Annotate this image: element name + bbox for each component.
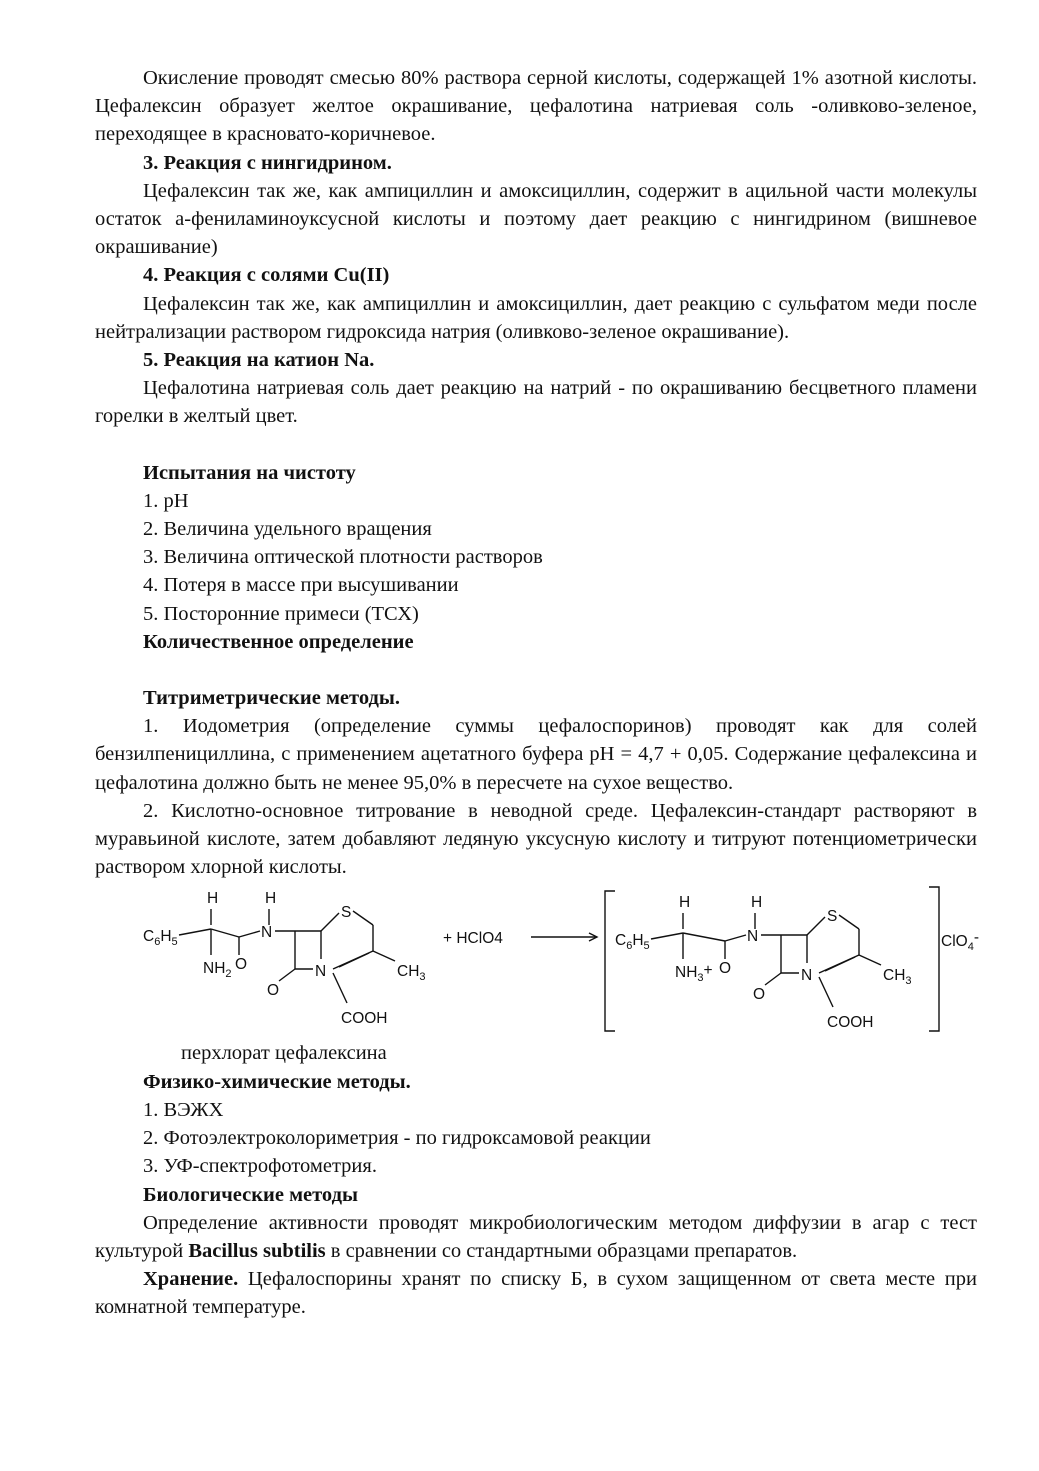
purity-item: 4. Потеря в массе при высушивании: [143, 574, 459, 597]
atom-label-s: S: [341, 904, 352, 922]
purity-item: 3. Величина оптической плотности растворов: [143, 546, 543, 569]
left-bracket: [605, 891, 615, 1031]
ammonium-label: NH: [675, 964, 698, 982]
sodium-paragraph: Цефалотина натриевая соль дает реакцию на натрий - по окрашиванию бесцветного пламени горелки в желтый цвет.: [95, 377, 977, 428]
svg-text:CH3: $CH_3$: [397, 963, 426, 984]
acid-base-paragraph: 2. Кислотно-основное титрование в неводной среде. Цефалексин-стандарт растворяют в муравьиной кислоте, затем добавляют ледяную уксусную кислоту и титруют потенциометрически раствором хлорной кислоты.: [95, 799, 977, 879]
biological-heading: Биологические методы: [143, 1183, 358, 1206]
atom-label-o: O: [235, 956, 248, 974]
svg-text:C6H5: $C_6H_5$: [615, 932, 650, 953]
svg-text:CH3: $CH_3$: [883, 967, 912, 988]
purity-heading: Испытания на чистоту: [143, 461, 356, 484]
purity-item: 1. pH: [143, 489, 189, 512]
reagent-label: + HClO4: [443, 930, 503, 948]
carboxyl-label: COOH: [827, 1014, 874, 1032]
atom-label-h: H: [751, 894, 763, 912]
right-bracket: [929, 887, 939, 1031]
storage-paragraph: [95, 1265, 977, 1321]
atom-label-n: N: [747, 928, 759, 946]
reaction-scheme: [95, 881, 977, 1039]
purity-item: 2. Величина удельного вращения: [143, 518, 432, 541]
atom-label-o: O: [267, 982, 280, 1000]
svg-text:C6H5: $C_6H_5$: [143, 928, 178, 949]
oxidation-paragraph: Окисление проводят смесью 80% раствора серной кислоты, содержащей 1% азотной кислоты. Цефалексин образует желтое окрашивание, цефалотина натриевая соль -оливково-зеленое, переходящее в красновато-коричневое.: [95, 67, 977, 146]
purity-item: 5. Посторонние примеси (ТСХ): [143, 602, 419, 625]
storage-label: Хранение.: [143, 1268, 239, 1291]
svg-text:NH3+: $NH_3+$: [675, 962, 713, 985]
physchem-item: 1. ВЭЖХ: [143, 1098, 224, 1121]
amine-label: NH: [203, 960, 226, 978]
copper-paragraph: Цефалексин так же, как ампициллин и амоксициллин, дает реакцию с сульфатом меди после нейтрализации раствором гидроксида натрия (оливково-зеленое окрашивание).: [95, 292, 977, 343]
methyl-label: CH: [883, 967, 906, 985]
svg-text:ClO4-: ClO$_4$-: [941, 929, 979, 954]
cefalexin-structure: [143, 890, 426, 1027]
atom-label-o: O: [719, 960, 732, 978]
heading-ninhydrin: 3. Реакция с нингидрином.: [143, 151, 392, 174]
methyl-label: CH: [397, 963, 420, 981]
heading-copper: 4. Реакция с солями Cu(II): [143, 264, 390, 287]
atom-label-n: N: [315, 963, 327, 981]
physchem-item: 2. Фотоэлектроколориметрия - по гидроксамовой реакции: [143, 1127, 651, 1150]
atom-label-h: H: [265, 890, 277, 908]
biological-paragraph: [95, 1209, 977, 1265]
reaction-diagram: [95, 881, 977, 1039]
atom-label-s: S: [827, 908, 838, 926]
physchem-heading: Физико-химические методы.: [143, 1070, 411, 1093]
biological-text: в сравнении со стандартными образцами препаратов.: [325, 1239, 798, 1262]
carboxyl-label: COOH: [341, 1010, 388, 1028]
atom-label-h: H: [679, 894, 691, 912]
titrimetric-heading: Титриметрические методы.: [143, 687, 400, 710]
reaction-caption: перхлорат цефалексина: [181, 1042, 387, 1065]
svg-text:NH2: $NH_2$: [203, 960, 232, 981]
atom-label-c: C: [615, 932, 627, 950]
organism-name: Bacillus subtilis: [188, 1239, 326, 1262]
iodometry-paragraph: 1. Иодометрия (определение суммы цефалоспоринов) проводят как для солей бензилпенициллина, с применением ацетатного буфера pH = 4,7 + 0,05. Содержание цефалексина и цефалотина должно быть не менее 95,0% в пересчете на сухое вещество.: [95, 715, 977, 794]
heading-sodium: 5. Реакция на катион Na.: [143, 349, 375, 372]
atom-label-h: H: [207, 890, 219, 908]
ninhydrin-paragraph: Цефалексин так же, как ампициллин и амоксициллин, содержит в ацильной части молекулы остаток а-фениламиноуксусной кислоты и поэтому дает реакцию с нингидрином (вишневое окрашивание): [95, 179, 977, 259]
atom-label-n: N: [801, 967, 813, 985]
atom-label-c: C: [143, 928, 155, 946]
atom-label-n: N: [261, 924, 273, 942]
storage-text: Цефалоспорины хранят по списку Б, в сухом защищенном от света месте при комнатной температуре.: [95, 1268, 977, 1319]
biological-text: Определение активности проводят микробиологическим методом диффузии в агар с тест культурой: [95, 1211, 977, 1262]
perchlorate-label: ClO: [941, 933, 968, 951]
cefalexin-perchlorate-structure: [615, 894, 912, 1031]
atom-label-o: O: [753, 986, 766, 1004]
document-page: [95, 64, 977, 1322]
quantitative-heading: Количественное определение: [143, 630, 414, 653]
physchem-item: 3. УФ-спектрофотометрия.: [143, 1155, 377, 1178]
